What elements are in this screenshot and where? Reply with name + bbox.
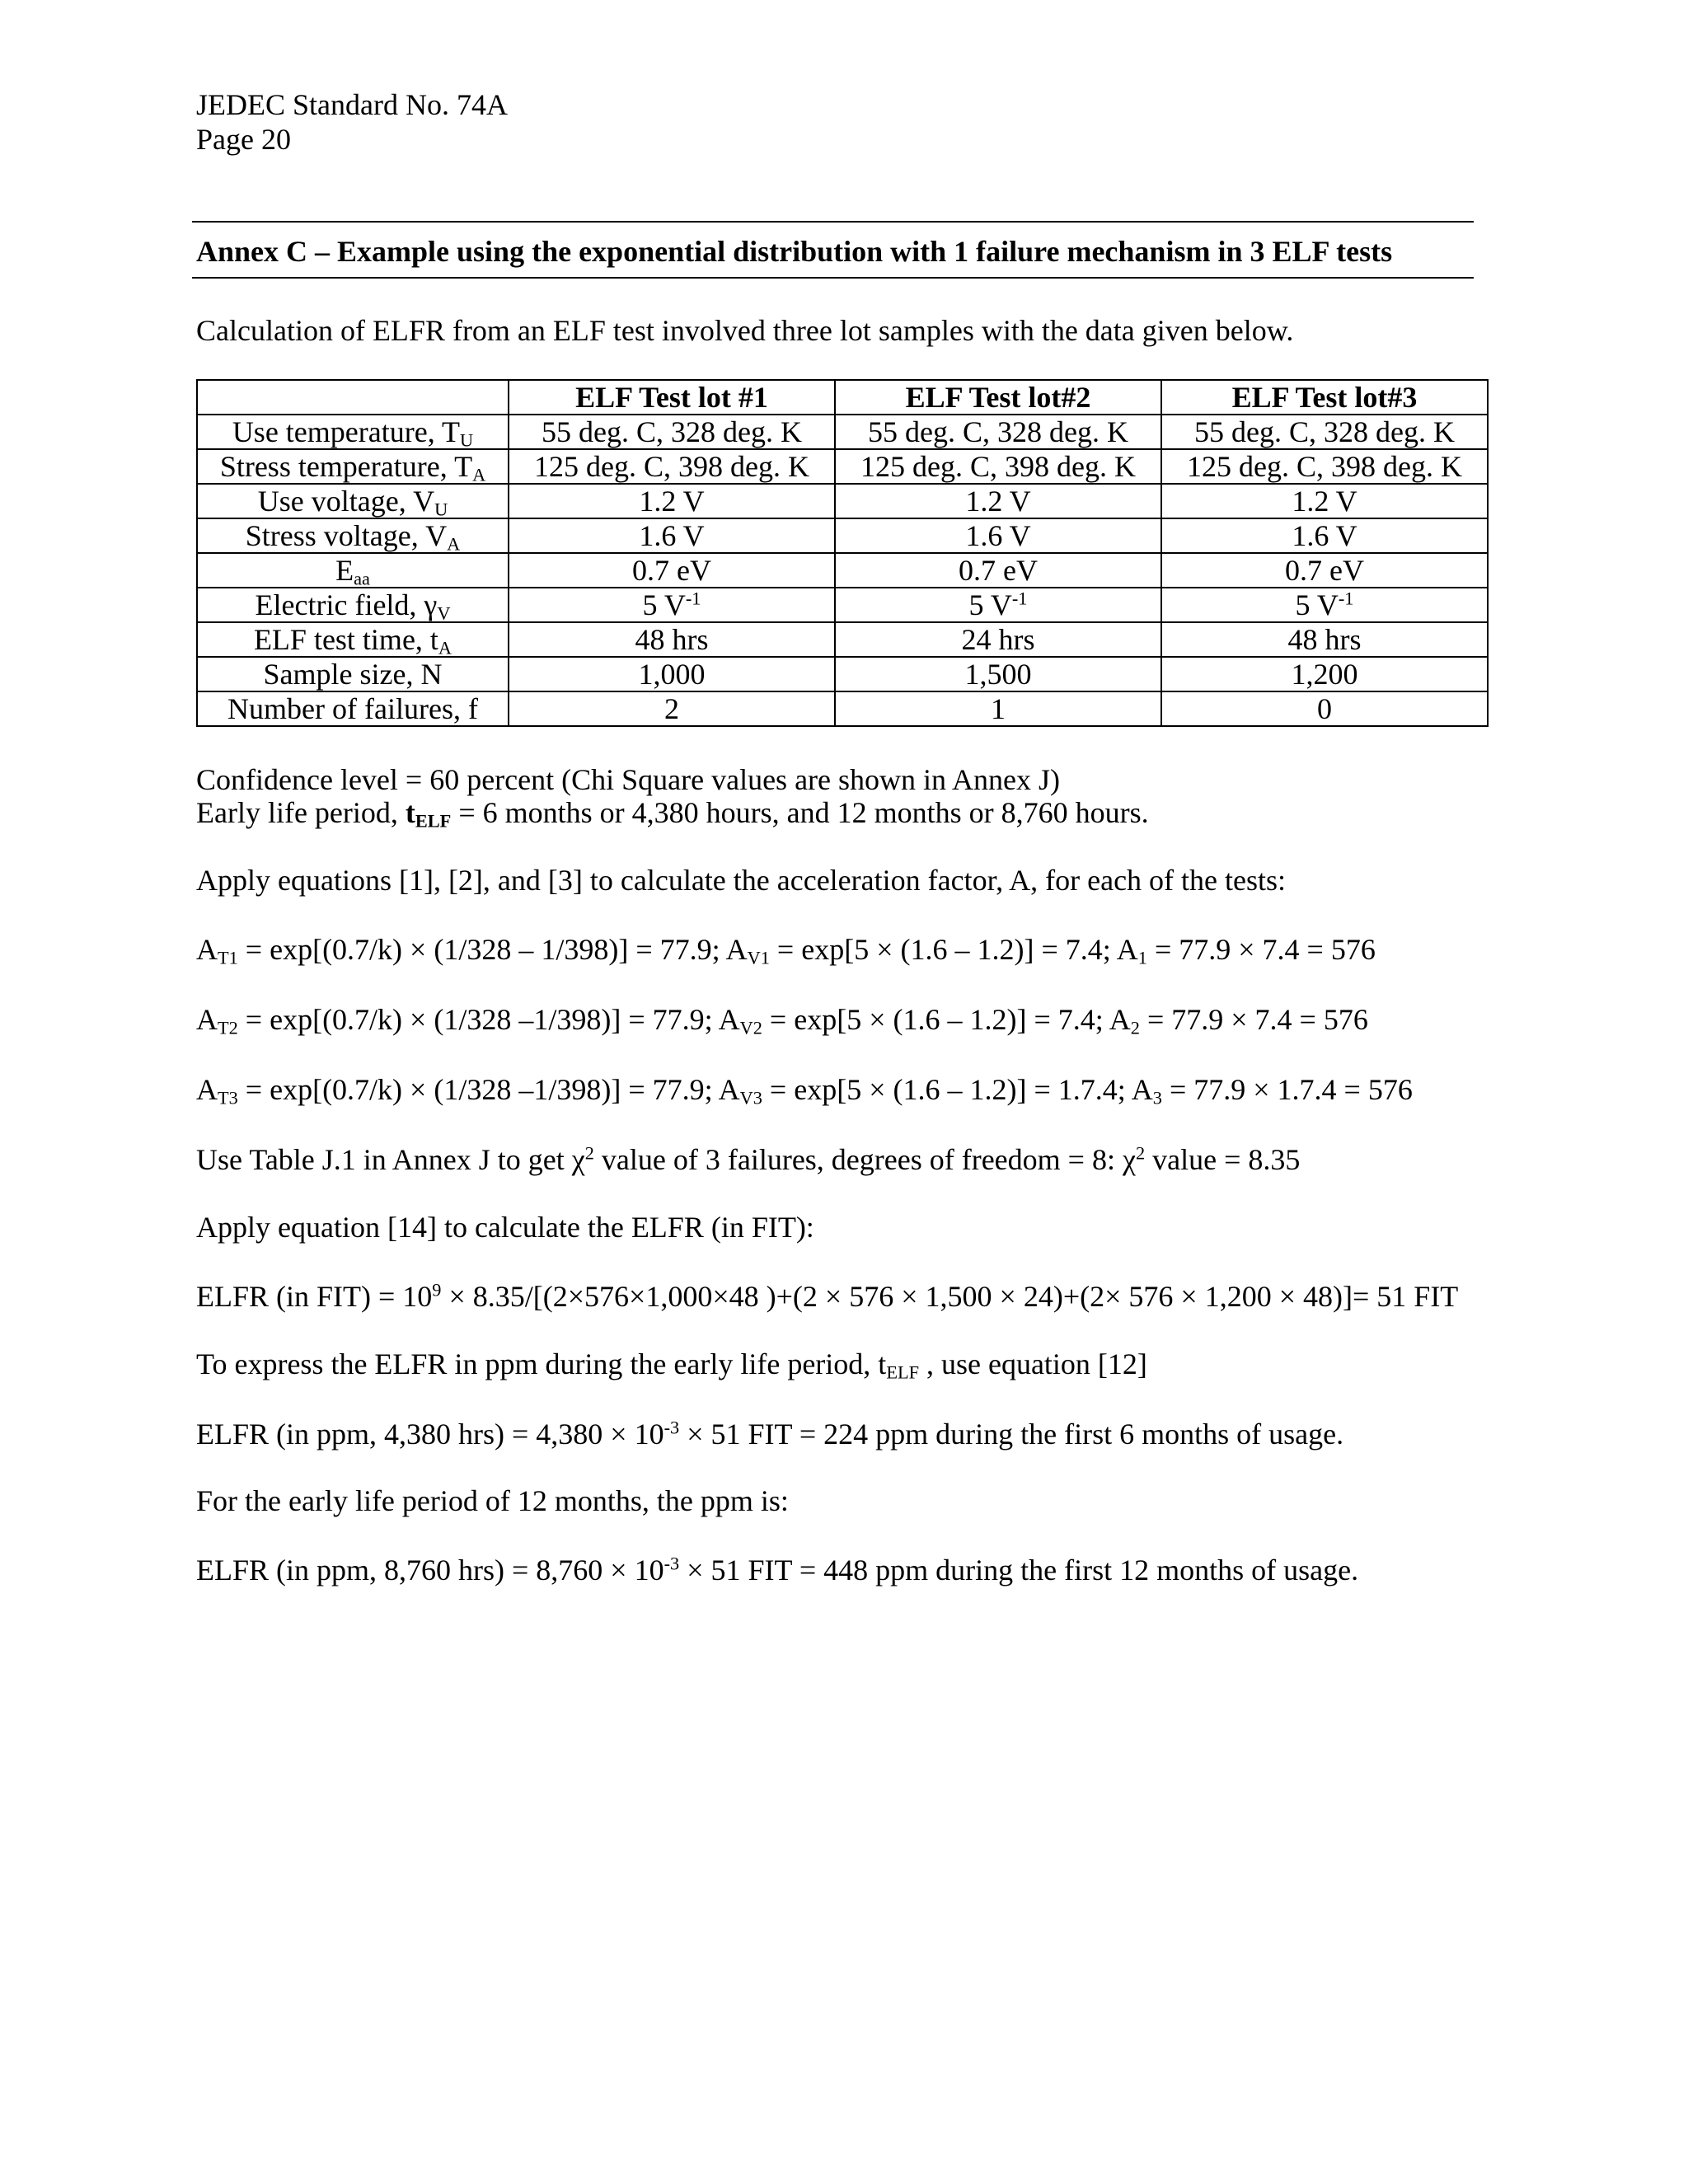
row-label: Stress temperature, $T_A$: [197, 449, 509, 484]
table-cell: 1: [835, 691, 1161, 726]
equation-line-1: $A_{T1} = \exp[(0.7/k) \times (1/328 - 1/398)] = 77.9$; $A_{V1} = \exp[5 \times (1.6 - 1.2)] = 7.4$; $A_1 = 77.9 \times 7.4 = 576$: [196, 933, 1376, 968]
table-cell: 55 deg. C, 328 deg. K: [509, 415, 835, 449]
intro-text: Calculation of ELFR from an ELF test involved three lot samples with the data given below.: [196, 314, 1294, 347]
standard-name: JEDEC Standard No. 74A: [196, 88, 508, 121]
elfr-fit-equation: ELFR (in $FIT) = 10^9 \times 8.35/[(2\times 576\times 1,000\times 48$ )+(2 × 576 × 1,500 × 24)+(2× 576 × 1,200 × 48)]= 51 FIT: [196, 1279, 1459, 1313]
twelve-months-text: For the early life period of 12 months, the ppm is:: [196, 1484, 789, 1517]
table-cell: 5 $V^{-1}$: [509, 588, 835, 622]
table-row: [197, 691, 1488, 726]
table-cell: 1,200: [1161, 657, 1488, 691]
table-row: [197, 484, 1488, 518]
early-life-period: Early life period, $t_{ELF} = 6$ months or 4,380 hours, and 12 months or 8,760 hours.: [196, 796, 1149, 832]
table-cell: 1.6 V: [509, 518, 835, 553]
row-label: Use temperature, $T_U$: [197, 415, 509, 449]
table-cell: 24 hrs: [835, 622, 1161, 657]
row-label: Number of failures, f: [197, 691, 509, 726]
page-header: [196, 87, 508, 157]
elf-test-table: [196, 379, 1489, 727]
table-cell: 0: [1161, 691, 1488, 726]
table-cell: 48 hrs: [1161, 622, 1488, 657]
table-row: [197, 657, 1488, 691]
page-number: Page 20: [196, 123, 291, 156]
table-cell: 48 hrs: [509, 622, 835, 657]
row-label: Use voltage, $V_U$: [197, 484, 509, 518]
table-cell: 1,000: [509, 657, 835, 691]
table-cell: 5 $V^{-1}$: [1161, 588, 1488, 622]
chi-square-text: Use Table J.1 in Annex J to get $\chi^2$ value of 3 failures, degrees of freedom = 8: $\chi^2$ value = 8.35: [196, 1142, 1301, 1176]
row-label: Sample size, N: [197, 657, 509, 691]
equation-line-3: $A_{T3} = \exp[(0.7/k) \times (1/328$ –1/398)] = 77.9; $A_{V3} = \exp[5 \times (1.6 - 1.2)] = 1.7.4$; $A_3 = 77.9 \times 1.7.4 = 576$: [196, 1073, 1413, 1108]
title-rule-top: [192, 221, 1474, 223]
equation-line-2: $A_{T2} = \exp[(0.7/k) \times (1/328$ –1/398)] = 77.9; $A_{V2} = \exp[5 \times (1.6 - 1.2)] = 7.4$; $A_2 = 77.9 \times 7.4 = 576$: [196, 1003, 1368, 1038]
table-header-cell: ELF Test lot#2: [835, 380, 1161, 415]
table-cell: 5 $V^{-1}$: [835, 588, 1161, 622]
table-row: [197, 415, 1488, 449]
table-cell: 1.6 V: [1161, 518, 1488, 553]
table-cell: 1.6 V: [835, 518, 1161, 553]
table-cell: 125 deg. C, 398 deg. K: [1161, 449, 1488, 484]
table-cell: 0.7 eV: [1161, 553, 1488, 588]
annex-title: Annex C – Example using the exponential distribution with 1 failure mechanism in 3 ELF tests: [196, 235, 1393, 268]
row-label: Electric field, $\gamma_V$: [197, 588, 509, 622]
table-cell: 125 deg. C, 398 deg. K: [835, 449, 1161, 484]
table-cell: 55 deg. C, 328 deg. K: [835, 415, 1161, 449]
table-row: [197, 553, 1488, 588]
table-cell: 2: [509, 691, 835, 726]
table-header-row: [197, 380, 1488, 415]
apply-equations-text: Apply equations [1], [2], and [3] to calculate the acceleration factor, A, for each of the tests:: [196, 864, 1287, 897]
table-header-cell: ELF Test lot #1: [509, 380, 835, 415]
confidence-level: Confidence level = 60 percent (Chi Square values are shown in Annex J): [196, 763, 1061, 796]
row-label: ELF test time, $t_A$: [197, 622, 509, 657]
table-row: [197, 588, 1488, 622]
apply-equation-14-text: Apply equation [14] to calculate the ELFR (in FIT):: [196, 1211, 814, 1244]
express-ppm-text: To express the ELFR in ppm during the early life period, $t_{ELF}$ , use equation [12]: [196, 1347, 1147, 1383]
table-cell: 0.7 eV: [509, 553, 835, 588]
table-cell: 1,500: [835, 657, 1161, 691]
table-cell: 125 deg. C, 398 deg. K: [509, 449, 835, 484]
table-cell: 1.2 V: [835, 484, 1161, 518]
title-rule-bottom: [192, 277, 1474, 279]
row-label: $E_{aa}$: [197, 553, 509, 588]
table-cell: 1.2 V: [509, 484, 835, 518]
table-header-cell: [197, 380, 509, 415]
table-cell: 1.2 V: [1161, 484, 1488, 518]
table-cell: 0.7 eV: [835, 553, 1161, 588]
ppm-4380-equation: ELFR (in ppm, 4,380 $hrs) = 4,380 \times 10^{-3} \times 51$ FIT = 224 ppm during the first 6 months of usage.: [196, 1417, 1344, 1451]
table-header-cell: ELF Test lot#3: [1161, 380, 1488, 415]
table-row: [197, 518, 1488, 553]
ppm-8760-equation: ELFR (in ppm, 8,760 $hrs) = 8,760 \times 10^{-3} \times 51$ FIT = 448 ppm during the first 12 months of usage.: [196, 1553, 1359, 1586]
row-label: Stress voltage, $V_A$: [197, 518, 509, 553]
table-cell: 55 deg. C, 328 deg. K: [1161, 415, 1488, 449]
table-row: [197, 449, 1488, 484]
table-row: [197, 622, 1488, 657]
